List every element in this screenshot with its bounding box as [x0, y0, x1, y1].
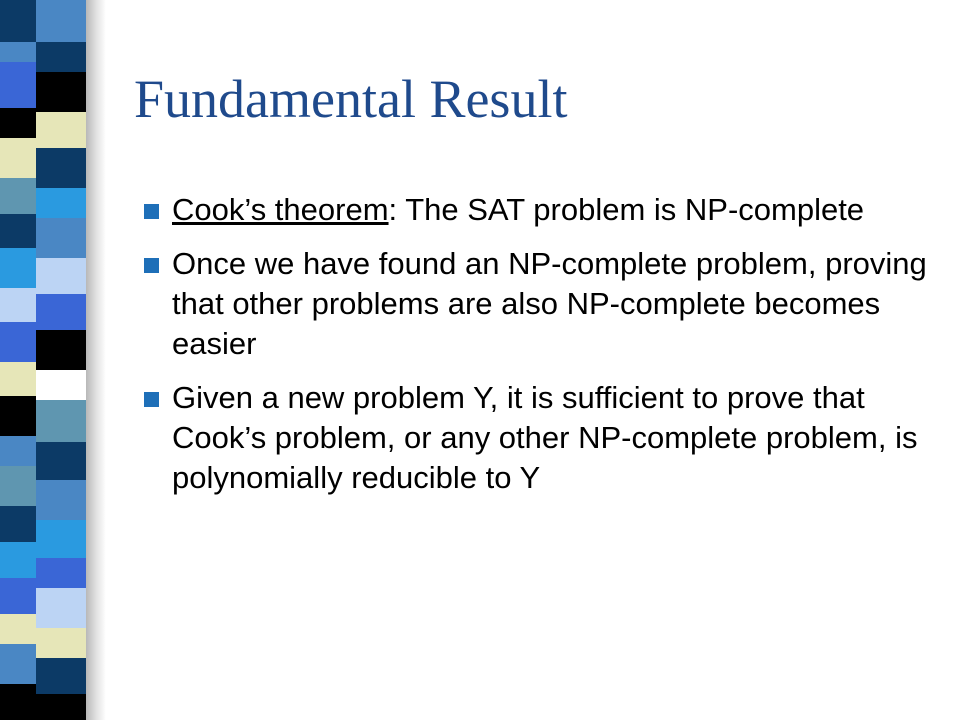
- stripe-segment: [0, 396, 36, 436]
- stripe-segment: [0, 108, 36, 138]
- stripe-segment: [0, 436, 36, 466]
- slide-title: Fundamental Result: [134, 69, 568, 129]
- bullet-text: : The SAT problem is NP-complete: [388, 192, 865, 227]
- stripe-segment: [36, 588, 86, 628]
- stripe-segment: [36, 330, 86, 370]
- square-bullet-icon: [144, 392, 159, 407]
- stripe-segment: [0, 288, 36, 322]
- stripe-segment: [0, 506, 36, 542]
- stripe-segment: [36, 294, 86, 330]
- stripe-segment: [0, 62, 36, 108]
- stripe-segment: [36, 658, 86, 694]
- stripe-segment: [36, 694, 86, 720]
- stripe-segment: [36, 148, 86, 188]
- bullet-item: [144, 244, 944, 364]
- stripe-segment: [0, 0, 36, 42]
- square-bullet-icon: [144, 258, 159, 273]
- stripe-segment: [0, 178, 36, 214]
- stripe-segment: [0, 684, 36, 720]
- bullet-text: Given a new problem Y, it is sufficient to prove that Cook’s problem, or any other NP-complete problem, is polynomially reducible to Y: [172, 380, 918, 495]
- stripe-segment: [36, 558, 86, 588]
- stripe-segment: [0, 214, 36, 248]
- stripe-shadow: [86, 0, 106, 720]
- stripe-segment: [0, 42, 36, 62]
- stripe-segment: [36, 442, 86, 480]
- bullet-item: [144, 190, 944, 230]
- stripe-segment: [0, 362, 36, 396]
- stripe-segment: [36, 42, 86, 72]
- stripe-segment: [36, 258, 86, 294]
- stripe-segment: [36, 520, 86, 558]
- stripe-segment: [36, 628, 86, 658]
- stripe-segment: [36, 112, 86, 148]
- stripe-segment: [0, 138, 36, 178]
- stripe-segment: [0, 542, 36, 578]
- bullet-text: Once we have found an NP-complete problem, proving that other problems are also NP-complete becomes easier: [172, 246, 927, 361]
- stripe-segment: [36, 0, 86, 42]
- bullet-item: [144, 378, 944, 498]
- stripe-segment: [36, 370, 86, 400]
- stripe-segment: [0, 248, 36, 288]
- stripe-segment: [36, 480, 86, 520]
- stripe-segment: [36, 218, 86, 258]
- stripe-segment: [36, 72, 86, 112]
- stripe-segment: [0, 466, 36, 506]
- cook-theorem-term: Cook’s theorem: [172, 192, 389, 227]
- bullet-list: [144, 190, 944, 512]
- square-bullet-icon: [144, 204, 159, 219]
- stripe-segment: [36, 400, 86, 442]
- stripe-segment: [0, 644, 36, 684]
- stripe-segment: [0, 578, 36, 614]
- stripe-segment: [0, 614, 36, 644]
- stripe-segment: [0, 322, 36, 362]
- stripe-segment: [36, 188, 86, 218]
